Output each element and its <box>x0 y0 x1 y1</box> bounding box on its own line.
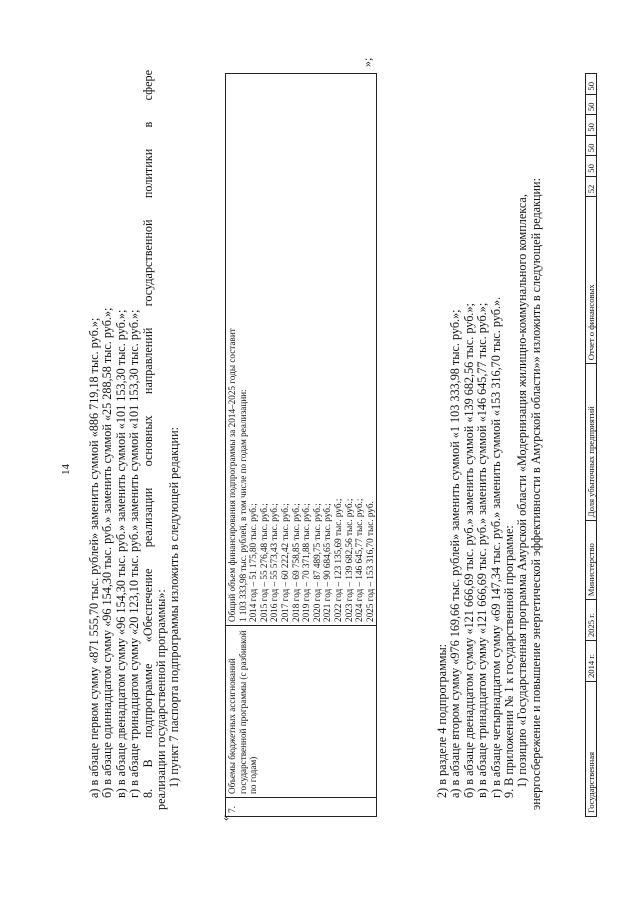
appendix-table <box>585 73 597 817</box>
paragraph-9: 9. В приложении № 1 к государственной программе: <box>502 525 517 798</box>
paragraph-8-continuation: реализации государственной программы»: <box>154 589 169 810</box>
table-row <box>226 74 377 817</box>
table-cell: Отчет о финансовых <box>586 197 597 364</box>
table-cell: Министерство <box>586 521 597 600</box>
passport-num: 7. <box>226 798 377 817</box>
close-quote: »; <box>360 57 374 67</box>
passport-value: Общий объем финансирования подпрограммы за 2014–2025 годы составит 1 103 333,98 тыс. рублей, в том числе по годам реализации: 2014 год – 51 175,80 тыс. руб.; 2015 год – 55 276,48 тыс. руб.; 2016 год – 55 573,43 тыс. руб.; 2017 год – 60 222,42 тыс. руб.; 2018 год – 69 758,85 тыс. руб.; 2019 год – 70 371,88 тыс. руб.; 2020 год – 87 489,75 тыс. руб.; 2021 год – 90 684,65 тыс. руб.; 2022 год – 123 135,69 тыс. руб.; 2023 год – 139 682,56 тыс. руб.; 2024 год – 146 645,77 тыс. руб.; 2025 год – 153 316,70 тыс. руб. <box>226 74 377 626</box>
table-cell: 50 <box>586 135 597 156</box>
amendment-line: г) в абзаце четырнадцатом сумму «69 147,34 тыс. руб.» заменить суммой «153 316,70 тыс. руб.». <box>488 296 503 798</box>
table-cell: 2014 г. <box>586 641 597 682</box>
passport-label: Объемы бюджетных ассигнований государственной программы (с разбивкой по годам) <box>226 626 377 798</box>
amendments-section4 <box>436 70 543 810</box>
table-cell: 50 <box>586 94 597 115</box>
amendment-line: а) в абзаце первом сумму «871 555,70 тыс. рублей» заменить суммой «886 719,18 тыс. руб.»; <box>87 317 101 798</box>
table-cell: 50 <box>586 74 597 95</box>
table-cell: Доля убыточных предприятий <box>586 364 597 521</box>
item-9-1-continuation: энергосбережение и повышение энергетической эффективности в Амурской области»» изложить в следующей редакции: <box>528 178 543 810</box>
table-cell: 50 <box>586 115 597 136</box>
item-9-1: 1) позицию «Государственная программа Амурской области «Модернизация жилищно-коммунального комплекса, <box>515 194 530 788</box>
amendments-top <box>88 70 182 810</box>
item-2: 2) в разделе 4 подпрограммы: <box>435 643 449 798</box>
table-cell: 50 <box>586 156 597 177</box>
table-row <box>586 74 597 817</box>
page-number: 14 <box>60 464 72 475</box>
table-cell: 2025 г. <box>586 600 597 641</box>
open-quote: « <box>218 815 232 821</box>
amendment-line: б) в абзаце одиннадцатом сумму «96 154,30 тыс. руб.» заменить суммой «25 288,58 тыс. руб.»; <box>100 307 115 798</box>
table-cell: Государственная <box>586 682 597 817</box>
amendment-line: в) в абзаце тринадцатом сумму «121 666,69 тыс. руб.» заменить суммой «146 645,77 тыс. руб.»; <box>475 302 490 798</box>
amendment-line: а) в абзаце втором сумму «976 169,66 тыс. рублей» заменить суммой «1 103 333,98 тыс. руб.»; <box>448 309 463 798</box>
paragraph-8: 8. В подпрограмме «Обеспечение реализации основных направлений государственной политики в сфере <box>140 70 155 798</box>
passport-table <box>225 73 377 817</box>
item-1: 1) пункт 7 паспорта подпрограммы изложить в следующей редакции: <box>167 427 182 788</box>
amendment-line: г) в абзаце тринадцатом сумму «20 123,10 тыс. руб.» заменить суммой «101 153,30 тыс. руб.»; <box>127 309 142 798</box>
table-cell: 52 <box>586 176 597 197</box>
amendment-line: б) в абзаце двенадцатом сумму «121 666,69 тыс. руб.» заменить суммой «139 682,56 тыс. руб.»; <box>461 303 476 798</box>
amendment-line: в) в абзаце двенадцатом сумму «96 154,30 тыс. руб.» заменить суммой «101 153,30 тыс. руб.»; <box>113 309 128 798</box>
